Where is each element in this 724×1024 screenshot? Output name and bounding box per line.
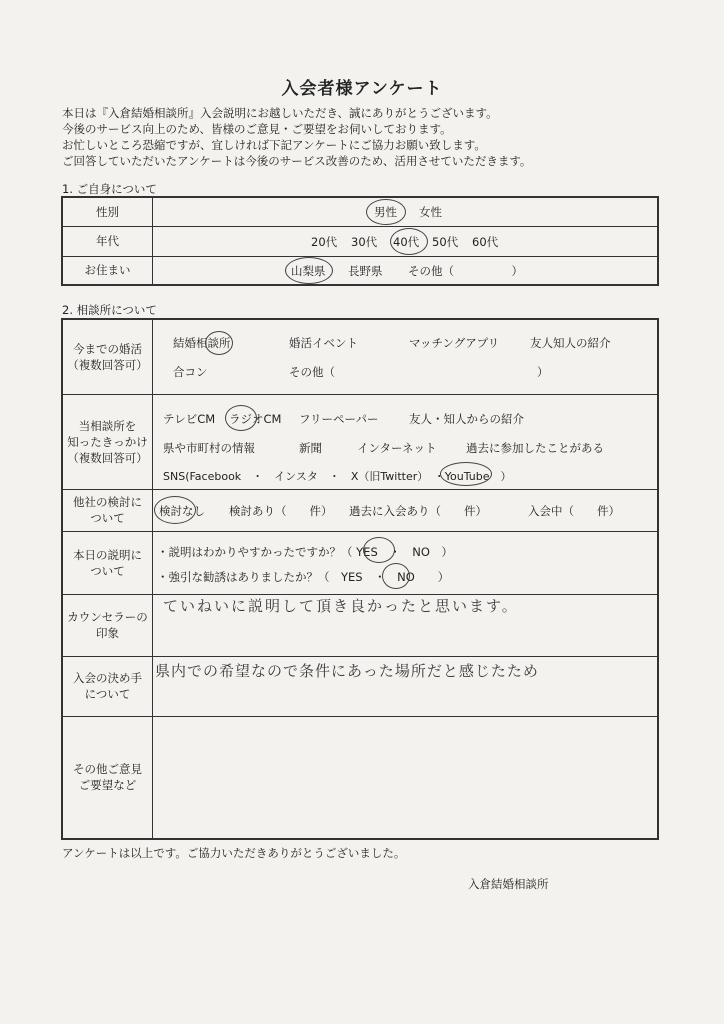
- counselor-label-line: カウンセラーの: [67, 610, 148, 624]
- decision-label-line: 入会の決め手: [73, 671, 142, 685]
- residence-label: お住まい: [62, 256, 153, 285]
- how-label-line: 当相談所を: [78, 418, 137, 433]
- residence-yamanashi-option[interactable]: 山梨県: [291, 263, 326, 278]
- how-freepaper-option[interactable]: フリーペーパー: [299, 412, 379, 426]
- other-co-current-option[interactable]: 入会中（ 件）: [528, 504, 620, 518]
- other-label: [62, 716, 153, 839]
- konkatsu-label-line: 今までの婚活: [73, 341, 142, 356]
- section2-table: [61, 318, 659, 840]
- how-local-option[interactable]: 県や市町村の情報: [163, 441, 255, 455]
- residence-nagano-option[interactable]: 長野県: [348, 263, 383, 278]
- intro-line: お忙しいところ恐縮ですが、宜しければ下記アンケートにご協力お願い致します。: [62, 138, 486, 152]
- decision-label: [62, 656, 153, 716]
- other-co-some-option[interactable]: 検討あり（ 件）: [229, 504, 333, 518]
- intro-line: ご回答していただいたアンケートは今後のサービス改善のため、活用させていただきます。: [62, 154, 532, 168]
- how-internet-option[interactable]: インターネット: [357, 441, 437, 455]
- how-label-line: 知ったきっかけ: [67, 434, 148, 449]
- intro-line: 本日は『入倉結婚相談所』入会説明にお越しいただき、誠にありがとうございます。: [62, 106, 498, 120]
- residence-field: [153, 256, 659, 285]
- other-co-label-line: ついて: [90, 511, 125, 525]
- signature: 入倉結婚相談所: [468, 877, 549, 891]
- explain-label-line: 本日の説明に: [73, 547, 142, 562]
- age-option-30[interactable]: 30代: [351, 235, 378, 249]
- decision-field[interactable]: [153, 656, 659, 716]
- other-co-label: [62, 489, 153, 531]
- gender-field: [153, 197, 659, 226]
- konkatsu-gokon-option[interactable]: 合コン: [173, 365, 208, 380]
- counselor-field[interactable]: [153, 594, 659, 656]
- other-label-line: ご要望など: [78, 778, 137, 793]
- other-label-line: その他ご意見: [73, 762, 142, 777]
- other-co-past-option[interactable]: 過去に入会あり（ 件）: [349, 504, 487, 518]
- intro-text: [62, 105, 531, 169]
- decision-label-line: について: [84, 687, 131, 701]
- other-field[interactable]: [153, 716, 659, 839]
- age-field: [153, 226, 659, 256]
- age-option-50[interactable]: 50代: [432, 235, 459, 249]
- gender-female-option[interactable]: 女性: [419, 205, 442, 220]
- konkatsu-app-option[interactable]: マッチングアプリ: [409, 336, 500, 351]
- decision-answer: 県内での希望なので条件にあった場所だと感じたため: [155, 662, 539, 680]
- intro-line: 今後のサービス向上のため、皆様のご意見・ご要望をお伺いしております。: [62, 122, 452, 136]
- how-label: [62, 394, 153, 489]
- explain-label: [62, 531, 153, 594]
- how-friend-option[interactable]: 友人・知人からの紹介: [409, 412, 524, 426]
- age-label: 年代: [62, 226, 153, 256]
- how-tv-option[interactable]: テレビCM: [163, 412, 216, 426]
- explain-field: [153, 531, 659, 594]
- footer-text: アンケートは以上です。ご協力いただきありがとうございました。: [62, 846, 406, 860]
- explain-q1[interactable]: ・説明はわかりやすかったですか？（ YES ・ NO ）: [157, 545, 453, 559]
- konkatsu-label-line: （複数回答可）: [67, 357, 148, 372]
- explain-q2[interactable]: ・強引な勧誘はありましたか？（ YES ・ NO ）: [157, 570, 450, 584]
- counselor-answer: ていねいに説明して頂き良かったと思います。: [163, 597, 519, 615]
- counselor-label: [62, 594, 153, 656]
- konkatsu-label: [62, 319, 153, 394]
- age-option-60[interactable]: 60代: [472, 235, 499, 249]
- how-label-line: （複数回答可）: [67, 450, 148, 465]
- konkatsu-other-option[interactable]: その他（: [289, 365, 335, 380]
- konkatsu-friend-option[interactable]: 友人知人の紹介: [530, 336, 611, 351]
- gender-label: 性別: [62, 197, 153, 226]
- how-field: [153, 394, 659, 489]
- section1-heading: 1. ご自身について: [62, 182, 157, 196]
- section1-table: [61, 196, 659, 286]
- konkatsu-agency-option[interactable]: 結婚相談所: [173, 336, 231, 351]
- konkatsu-field: [153, 319, 659, 394]
- age-option-20[interactable]: 20代: [311, 235, 338, 249]
- other-co-field: [153, 489, 659, 531]
- gender-male-option[interactable]: 男性: [374, 205, 397, 220]
- konkatsu-event-option[interactable]: 婚活イベント: [289, 336, 358, 351]
- other-co-label-line: 他社の検討に: [73, 495, 142, 509]
- how-radio-option[interactable]: ラジオCM: [229, 412, 282, 426]
- age-option-40[interactable]: 40代: [393, 235, 420, 249]
- explain-label-line: ついて: [90, 563, 125, 578]
- page-title: 入会者様アンケート: [281, 79, 443, 99]
- section2-heading: 2. 相談所について: [62, 303, 157, 317]
- how-newspaper-option[interactable]: 新聞: [299, 441, 322, 455]
- counselor-label-line: 印象: [96, 626, 119, 640]
- how-past-option[interactable]: 過去に参加したことがある: [466, 441, 604, 455]
- how-sns-option[interactable]: SNS(Facebook ・ インスタ ・ X（旧Twitter） ・YouTube ）: [163, 470, 512, 483]
- residence-other-option[interactable]: その他（ ）: [408, 263, 523, 278]
- other-co-none-option[interactable]: 検討なし: [159, 504, 205, 518]
- konkatsu-other-close: ）: [537, 365, 549, 380]
